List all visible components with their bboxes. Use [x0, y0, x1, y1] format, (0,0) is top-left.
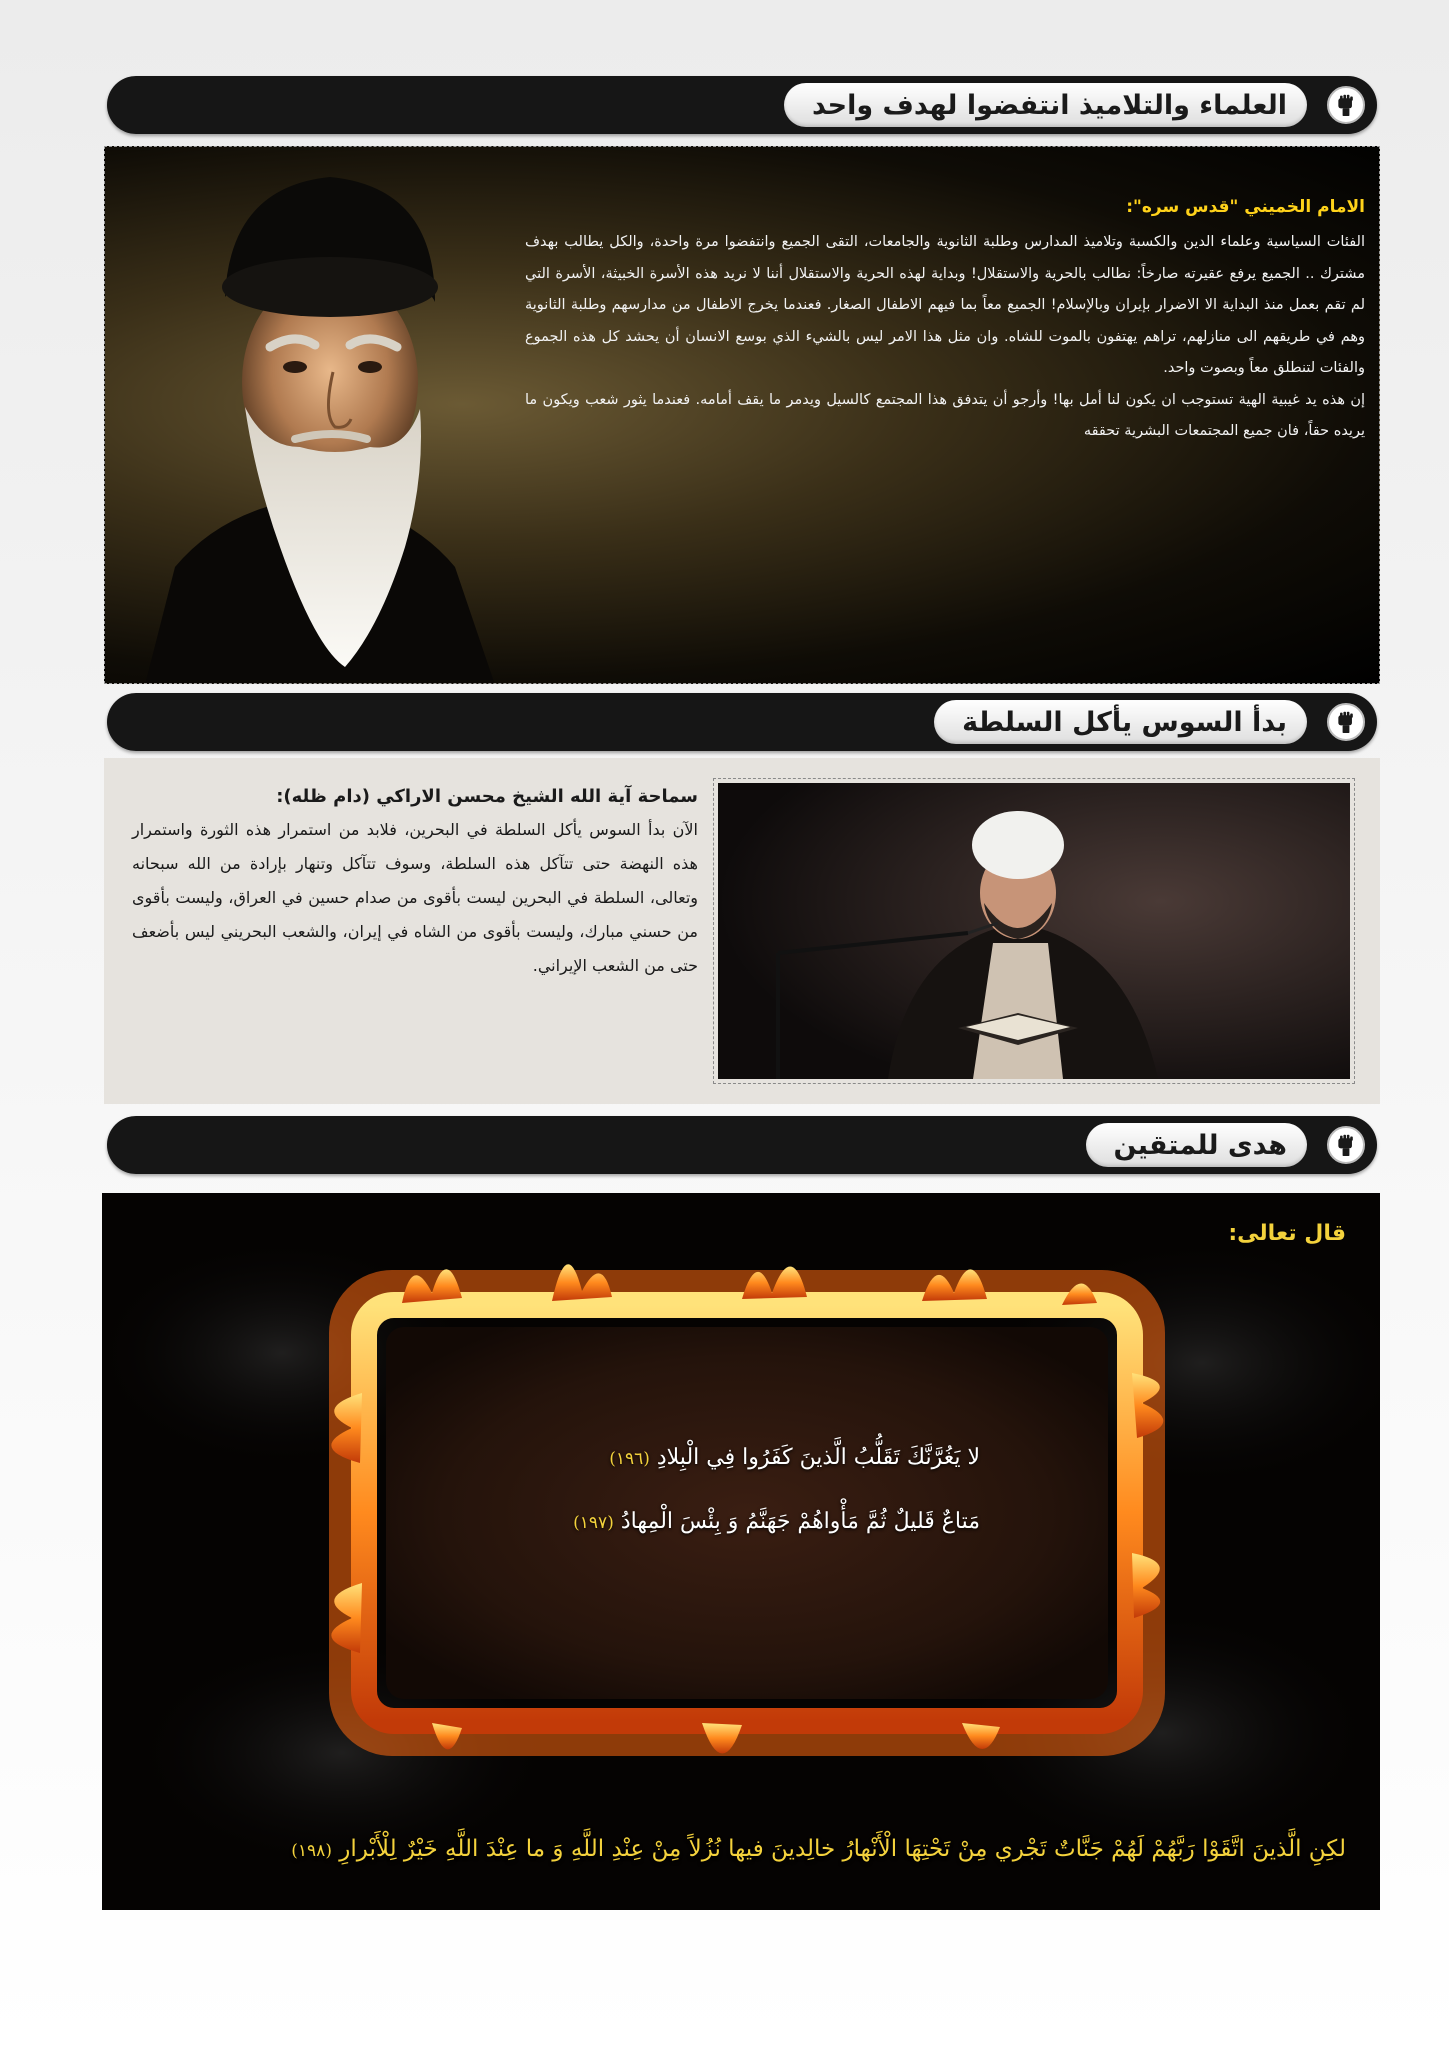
verse-number: (١٩٧)	[573, 1513, 614, 1533]
verse-line	[291, 1836, 1346, 1862]
photo-arraki-speech-image	[718, 783, 1350, 1079]
arraki-text-block	[132, 786, 698, 983]
fist-emblem-icon	[1327, 1126, 1365, 1164]
verse-text: لا يَغُرَّنَّكَ تَقَلُّبُ الَّذينَ كَفَرُوا فِي الْبِلادِ	[656, 1445, 980, 1470]
quote-paragraph: الفئات السياسية وعلماء الدين والكسبة وتلاميذ المدارس وطلبة الثانوية والجامعات، التقى الجميع وانتفضوا مرة واحدة، والكل يطالب بهدف مشترك .. الجميع يرفع عقيرته صارخاً: نطالب بالحرية والاستقلال! وبداية لهذه الحرية والاستقلال أننا لا نريد هذه الأسرة الخبيثة، الأسرة التي لم تقم بعمل منذ البداية الا الاضرار بإيران وبالإسلام! الجميع معاً بما فيهم الاطفال الصغار. فعندما يخرج الاطفال من مدارسهم وطلبة الثانوية وهم في طريقهم الى منازلهم، تراهم يهتفون بالموت للشاه. وان مثل هذا الامر ليس بالشيء الذي بوسع الانسان أن يحشد كل هذه الجموع والفئات لتنطلق معاً وبصوت واحد.	[525, 234, 1365, 376]
section-title: العلماء والتلاميذ انتفضوا لهدف واحد	[812, 89, 1287, 121]
fist-emblem-icon	[1327, 86, 1365, 124]
arraki-body: الآن بدأ السوس يأكل السلطة في البحرين، فلابد من استمرار هذه الثورة واستمرار هذه النهضة حتى تتآكل هذه السلطة، وسوف تتآكل وتنهار بإرادة من الله سبحانه وتعالى، السلطة في البحرين ليست بأقوى من صدام حسين في العراق، وليست بأقوى من حسني مبارك، وليست بأقوى من الشاه في إيران، والشعب البحريني ليس بأضعف حتى من الشعب الإيراني.	[132, 820, 698, 975]
verse-line	[609, 1445, 980, 1470]
quote-paragraph: إن هذه يد غيبية الهية تستوجب ان يكون لنا أمل بها! وأرجو أن يتدفق هذا المجتمع كالسيل ويدمر ما يقف أمامه. فعندما يثور شعب ويكون ما يريده حقاً، فان جميع المجتمعات البشرية تحققه	[525, 391, 1365, 439]
section-title-pill	[934, 700, 1307, 744]
verse-number: (١٩٨)	[291, 1841, 332, 1861]
portrait-khomeini-image	[105, 147, 525, 684]
section-header-1	[107, 76, 1377, 134]
fist-emblem-icon	[1327, 703, 1365, 741]
photo-frame	[713, 778, 1355, 1084]
section-title: بدأ السوس يأكل السلطة	[962, 706, 1287, 738]
section-title-pill	[784, 83, 1307, 127]
section-header-2	[107, 693, 1377, 751]
quote-text-block	[525, 197, 1365, 448]
verse-line	[573, 1509, 980, 1534]
arraki-quote-panel	[104, 758, 1380, 1104]
quote-heading: الامام الخميني "قدس سره":	[1126, 197, 1365, 217]
verse-number: (١٩٦)	[609, 1449, 650, 1469]
section-title: هدى للمتقين	[1113, 1129, 1287, 1161]
quote-body	[525, 227, 1365, 448]
khomeini-quote-panel	[104, 146, 1380, 684]
quran-verses-panel	[102, 1193, 1380, 1910]
section-title-pill	[1086, 1123, 1308, 1167]
arraki-heading: سماحة آية الله الشيخ محسن الاراكي (دام ظله):	[276, 786, 698, 807]
verse-intro: قال تعالى:	[1228, 1221, 1346, 1246]
verse-text: لكِنِ الَّذينَ اتَّقَوْا رَبَّهُمْ لَهُمْ جَنَّاتٌ تَجْري مِنْ تَحْتِهَا الْأَنْهارُ خالِدينَ فيها نُزُلاً مِنْ عِنْدِ اللَّهِ وَ ما عِنْدَ اللَّهِ خَيْرٌ لِلْأَبْرارِ	[339, 1836, 1346, 1862]
verse-text: مَتاعٌ قَليلٌ ثُمَّ مَأْواهُمْ جَهَنَّمُ وَ بِئْسَ الْمِهادُ	[620, 1509, 980, 1534]
fire-frame-image	[102, 1193, 1380, 1910]
section-header-3	[107, 1116, 1377, 1174]
